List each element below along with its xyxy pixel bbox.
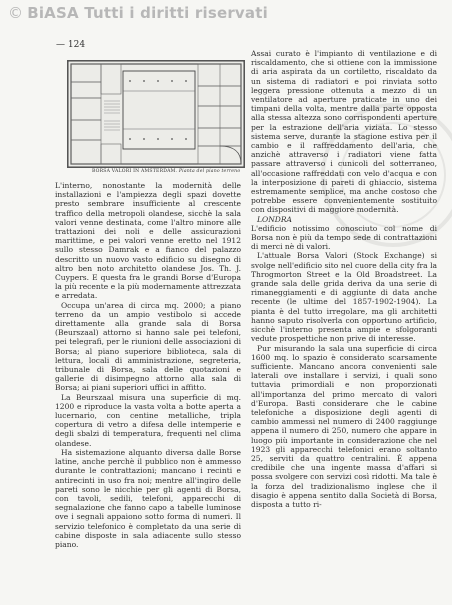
page-number: — 124 (56, 40, 85, 50)
copyright-watermark (8, 4, 268, 22)
paragraph: Pur misurando la sala una superficie di circa 1600 mq. lo spazio è considerato scarsamente sufficiente. Mancano ancora convenienti sale laterali ove installare i servizi, i quali sono tuttavia primordiali e non proporzionati all'importanza del primo mercato di valori d'Europa. Basti considerare che le cabine telefoniche a disposizione degli agenti di cambio ammessi nel numero di 2400 raggiunge appena il numero di 250, numero che appare in luogo più importante in considerazione che nel 1923 gli apparecchi telefonici erano soltanto 25, serviti da quattro centralini. È appena credibile che una ingente massa d'affari si possa svolgere con servizi così ridotti. Ma tale è la forza del tradizionalismo inglese che il disagio è appena sentito dalla Società di Borsa, disposta a tutto ri- (251, 343, 437, 509)
paragraph: L'interno, nonostante la modernità delle installazioni e l'ampiezza degli spazi dovette presto sembrare insufficiente al crescente traffico della metropoli olandese, sicchè la sala valori venne destinata, come l'altro minore alle trattazioni dei noli e delle assicurazioni marittime, e pei valori venne eretto nel 1912 sullo stesso Damrak e a fianco del palazzo descritto un nuovo vasto edificio su disegno di altro ben noto architetto olandese Jos. Th. J. Cuypers. E questa fra le grandi Borse d'Europa la più recente e la più modernamente attrezzata e arredata. (55, 181, 241, 301)
figure-caption (92, 169, 242, 174)
caption-main: BORSA VALORI IN AMSTERDAM. (92, 169, 178, 174)
paragraph: La Beurszaal misura una superficie di mq. 1200 e riproduce la vasta volta a botte aperta a lucernario, con centine metalliche, tripla copertura di vetro a difesa delle intemperie e degli sbalzi di temperatura, frequenti nel clima olandese. (55, 392, 241, 448)
paragraph: L'edificio notissimo conosciuto col nome di Borsa non è più da tempo sede di contrattazioni di merci nè di valori. (251, 223, 437, 252)
left-text-column (55, 181, 241, 549)
copyright-symbol: © (8, 4, 24, 22)
paragraph: Assai curato è l'impianto di ventilazione e di riscaldamento, che si ottiene con la immissione di aria aspirata da un cortiletto, riscaldato da un sistema di radiatori e poi rinviata sotto leggera pressione ottenuta a mezzo di un ventilatore ad aperture praticate in uno dei timpani della volta, mentre dalla parte opposta alla stessa altezza sono corrispondenti aperture per la estrazione dell'aria viziata. Lo stesso sistema serve, durante la stagione estiva per il cambio e il raffreddamento dell'aria, che anzichè attraverso i radiatori viene fatta passare attraverso i cunicoli del sotterraneo, all'occasione raffreddati con velo d'acqua e con la interposizione di pareti di ghiaccio, sistema estremamente semplice, ma anche costoso che potrebbe essere convenientemente sostituito con dispositivi di maggiore modernità. (251, 49, 437, 215)
paragraph: Ha sistemazione alquanto diversa dalle Borse latine, anche perchè il pubblico non è ammesso durante le contrattazioni; mancano i recinti e antirecinti in uso fra noi; mentre all'ingiro delle pareti sono le nicchie per gli agenti di Borsa, con tavoli, sedili, telefoni, apparecchi di segnalazione che fanno capo a tabelle luminose ove i segnali appaiono sotto forma di numeri. Il servizio telefonico è completato da una serie di cabine disposte in sala adiacente sullo stesso piano. (55, 447, 241, 549)
section-heading: LONDRA (257, 214, 292, 224)
paragraph: Occupa un'area di circa mq. 2000; a piano terreno da un ampio vestibolo si accede direttamente alla grande sala di Borsa (Beurszaal) attorno si hanno sale pei telefoni, pei telegrafi, per le riunioni delle associazioni di Borsa; al piano superiore biblioteca, sala di lettura, locali di amministrazione, segreteria, tribunale di Borsa, sala delle quotazioni e gallerie di disimpegno attorno alla sala di Borsa; ai piani superiori uffici in affitto. (55, 300, 241, 393)
floor-plan-figure (67, 60, 245, 168)
right-text-column (251, 49, 437, 509)
caption-italic: Pianta del piano terreno (178, 169, 241, 174)
watermark-text: BiASA Tutti i diritti riservati (27, 4, 268, 22)
paragraph: L'attuale Borsa Valori (Stock Exchange) si svolge nell'edificio sito nel cuore della city fra la Throgmorton Street e la Old Broadstreet. La grande sala delle grida deriva da una serie di rimaneggiamenti e di aggiunte di data anche recente (le ultime del 1857-1902-1904). La pianta è del tutto irregolare, ma gli architetti hanno saputo risolverla con opportuno artificio, sicchè l'interno presenta ampie e sfolgoranti vedute prospettiche non prive di interesse. (251, 251, 437, 344)
